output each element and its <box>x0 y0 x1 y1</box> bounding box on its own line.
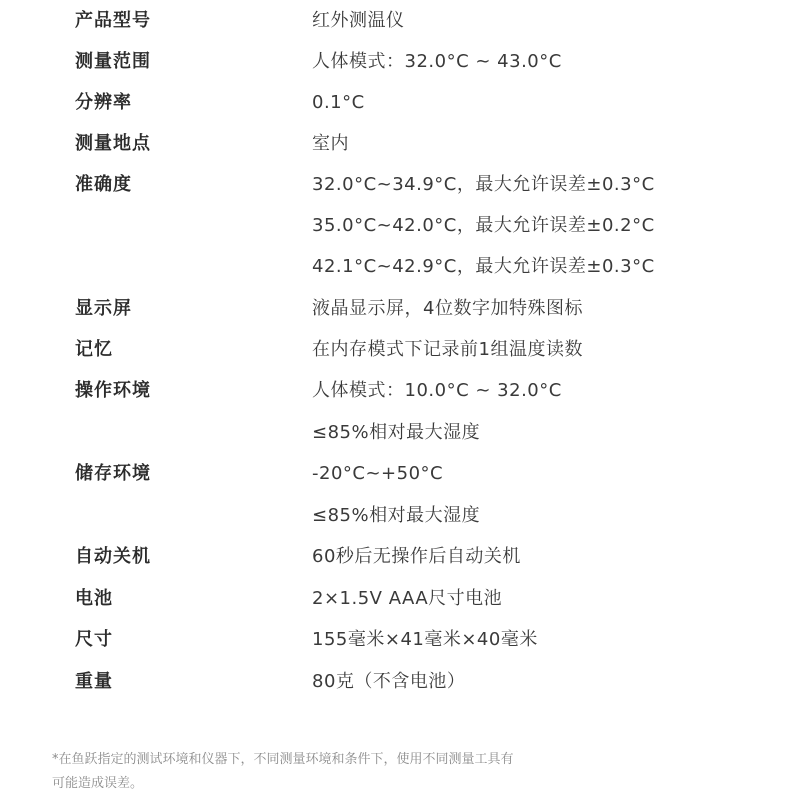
spec-row-auto-off <box>0 536 800 577</box>
spec-label: 准确度 <box>75 174 132 195</box>
spec-row-accuracy-2 <box>0 205 800 246</box>
footnote-line-1: *在鱼跃指定的测试环境和仪器下，不同测量环境和条件下，使用不同测量工具有 <box>52 752 514 767</box>
spec-row-display <box>0 288 800 329</box>
spec-value: 42.1°C~42.9°C，最大允许误差±0.3°C <box>312 256 655 277</box>
spec-row-storage-env-2 <box>0 495 800 536</box>
spec-value: ≤85%相对最大湿度 <box>312 422 481 443</box>
footnote-line-2: 可能造成误差。 <box>52 776 144 791</box>
spec-value: 红外测温仪 <box>312 10 405 31</box>
spec-label: 电池 <box>75 588 113 609</box>
spec-value: 0.1°C <box>312 92 365 113</box>
spec-value: -20°C~+50°C <box>312 463 444 484</box>
spec-label: 记忆 <box>75 339 113 360</box>
spec-label: 测量地点 <box>75 133 151 154</box>
footnote <box>52 748 752 796</box>
spec-value: 在内存模式下记录前1组温度读数 <box>312 339 583 360</box>
spec-row-operating-env-2 <box>0 412 800 453</box>
spec-row-weight <box>0 661 800 702</box>
spec-row-resolution <box>0 82 800 123</box>
spec-row-range <box>0 41 800 82</box>
spec-row-model <box>0 0 800 41</box>
spec-value: 35.0°C~42.0°C，最大允许误差±0.2°C <box>312 215 655 236</box>
spec-label: 储存环境 <box>75 463 151 484</box>
spec-label: 分辨率 <box>75 92 132 113</box>
spec-row-accuracy-3 <box>0 246 800 287</box>
spec-value: 60秒后无操作后自动关机 <box>312 546 521 567</box>
spec-label: 自动关机 <box>75 546 151 567</box>
spec-label: 尺寸 <box>75 629 113 650</box>
spec-value: 人体模式：32.0°C ~ 43.0°C <box>312 51 562 72</box>
spec-row-size <box>0 619 800 660</box>
spec-value: 32.0°C~34.9°C，最大允许误差±0.3°C <box>312 174 655 195</box>
spec-label: 测量范围 <box>75 51 151 72</box>
spec-row-memory <box>0 329 800 370</box>
spec-value: 80克（不含电池） <box>312 671 466 692</box>
spec-label: 操作环境 <box>75 380 151 401</box>
spec-row-battery <box>0 578 800 619</box>
spec-row-operating-env <box>0 370 800 411</box>
spec-value: 2×1.5V AAA尺寸电池 <box>312 588 503 609</box>
spec-value: 室内 <box>312 133 349 154</box>
spec-row-storage-env <box>0 453 800 494</box>
spec-value: ≤85%相对最大湿度 <box>312 505 481 526</box>
spec-label: 重量 <box>75 671 113 692</box>
spec-value: 人体模式：10.0°C ~ 32.0°C <box>312 380 562 401</box>
spec-row-accuracy <box>0 164 800 205</box>
spec-row-location <box>0 123 800 164</box>
spec-value: 155毫米×41毫米×40毫米 <box>312 629 538 650</box>
spec-value: 液晶显示屏，4位数字加特殊图标 <box>312 298 583 319</box>
spec-label: 产品型号 <box>75 10 151 31</box>
spec-label: 显示屏 <box>75 298 132 319</box>
